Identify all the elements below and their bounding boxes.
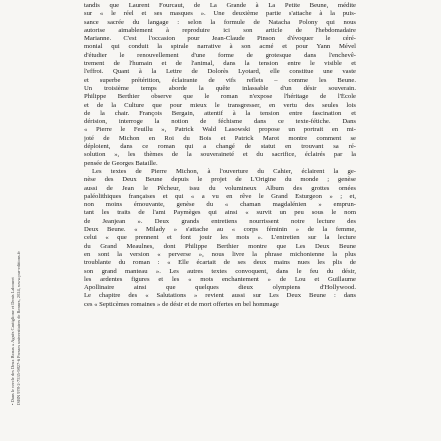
text-line: l'effroi. Quant à la Lettre de Dolorès Lyotard, elle constitue une vaste	[84, 68, 356, 76]
text-line: tandis que Laurent Fourcaut, de La Grande à La Petite Beune, médite	[84, 2, 356, 9]
text-line: paléolithiques françaises et qui « a vu en rêve le Grand Esturgeon » ; et,	[84, 192, 356, 200]
copyright-margin-note	[10, 251, 21, 405]
text-line: sur « le réel et ses masques ». Une deuxième partie s'attache à la puis-	[84, 10, 356, 18]
text-line: dérision, interroge la notion de féchisme dans ce texte-fétiche. Dans	[84, 118, 356, 126]
text-line: sance sacrée du langage : selon la formule de Natacha Polony qui nous	[84, 18, 356, 26]
text-line: tant les traits de l'ami Paymèges qui ainsi « survit un peu sous le nom	[84, 209, 356, 217]
text-line: d'étudier le renouvellement d'une forme de grotesque dans l'enchevê-	[84, 51, 356, 59]
text-line: ces « Septicèmes romaines » de désir et de mort offertes en bel hommage	[84, 300, 279, 308]
text-line: autorise aimablement à reproduire ici son article de l'hebdomadaire	[84, 26, 356, 34]
text-line: pensée de Georges Bataille.	[84, 159, 158, 167]
text-line: Marianne. C'est l'occasion pour Jean-Claude Pinson d'évoquer le céré-	[84, 35, 356, 43]
text-line: Les textes de Pierre Michon, à l'ouverture du Cahier, éclairent la ge-	[92, 167, 356, 175]
text-line: son grand manteau ». Les autres textes convoquent, dans le feu du désir,	[84, 267, 356, 275]
text-line: les ardentes figures et les « mots enchantement » de Lou et Guillaume	[84, 275, 356, 283]
text-line: déploient, dans ce roman qui a changé de statut en trouvant sa ré-	[84, 143, 356, 151]
text-line: monial qui conduit la spirale narrative à son acmé et pour Yann Mével	[84, 43, 356, 51]
text-line: et superbe prétérition, éclairante de vifs reflets – comme les Beune.	[84, 76, 356, 84]
text-line: Deux Beune. « Milady » s'attache au « corps féminin » de la femme,	[84, 226, 356, 234]
text-line: Apollinaire ainsi que quelques dieux olympiens d'Hollywood.	[84, 284, 356, 292]
text-line: « Pierre le Feuillu », Patrick Wald Lasowski propose un portrait en mi-	[84, 126, 356, 134]
text-line: de Jeanjean ». Deux grands entretiens nourrissent notre lecture des	[84, 217, 356, 225]
text-line: troublante du roman : « Elle écartait de ses deux mains nues les plis de	[84, 259, 356, 267]
text-line: joté de Michon en Roi du Bois et Patrick Marot montre comment se	[84, 134, 356, 142]
text-line: en sont la version « perverse », nous livre la phrase michonienne la plus	[84, 250, 356, 258]
text-line: solution », les thèmes de la souveraineté et du sacrifice, éclairés par la	[84, 151, 356, 159]
text-line: de la chair. François Bergain, attentif à la tension entre fascination et	[84, 109, 356, 117]
text-line: aussi de Jean le Pêcheur, issu du volumineux Album des grottes ornées	[84, 184, 356, 192]
text-line: non moins émouvante, genèse du « chaman magdalénien » emprun-	[84, 201, 356, 209]
text-line: celui « que prennent et font jouir les mots ». L'entretien sur la lecture	[84, 234, 356, 242]
text-line: nèse des Deux Beune depuis le projet de L'Origine du monde ; genèse	[84, 176, 356, 184]
body-text	[84, 2, 356, 309]
text-line: trement de l'humain et de l'animal, dans la tension entre le visible et	[84, 60, 356, 68]
margin-note-line: ISBN 978-2-7535-9827-6 Presses universitaires de Rennes, 2024, www.pur-editions.fr	[15, 251, 21, 405]
text-line: du Grand Meaulnes, dont Philippe Berthier montre que Les Deux Beune	[84, 242, 356, 250]
margin-note-line: • Dans le cercle des Deux Beaux » Agnès Castiglione et Denis Labouret	[10, 277, 15, 405]
text-line: et de la Culture que pour mieux le transgresser, en vertu des seules lois	[84, 101, 356, 109]
text-line: Le chapitre des « Salutations » revient aussi sur Les Deux Beune : dans	[84, 292, 356, 300]
text-line: Philippe Berthier observe que le roman n'expose l'héritage de l'École	[84, 93, 356, 101]
text-line: Un troisième temps aborde la quête inlassable d'un désir souverain.	[84, 84, 356, 92]
